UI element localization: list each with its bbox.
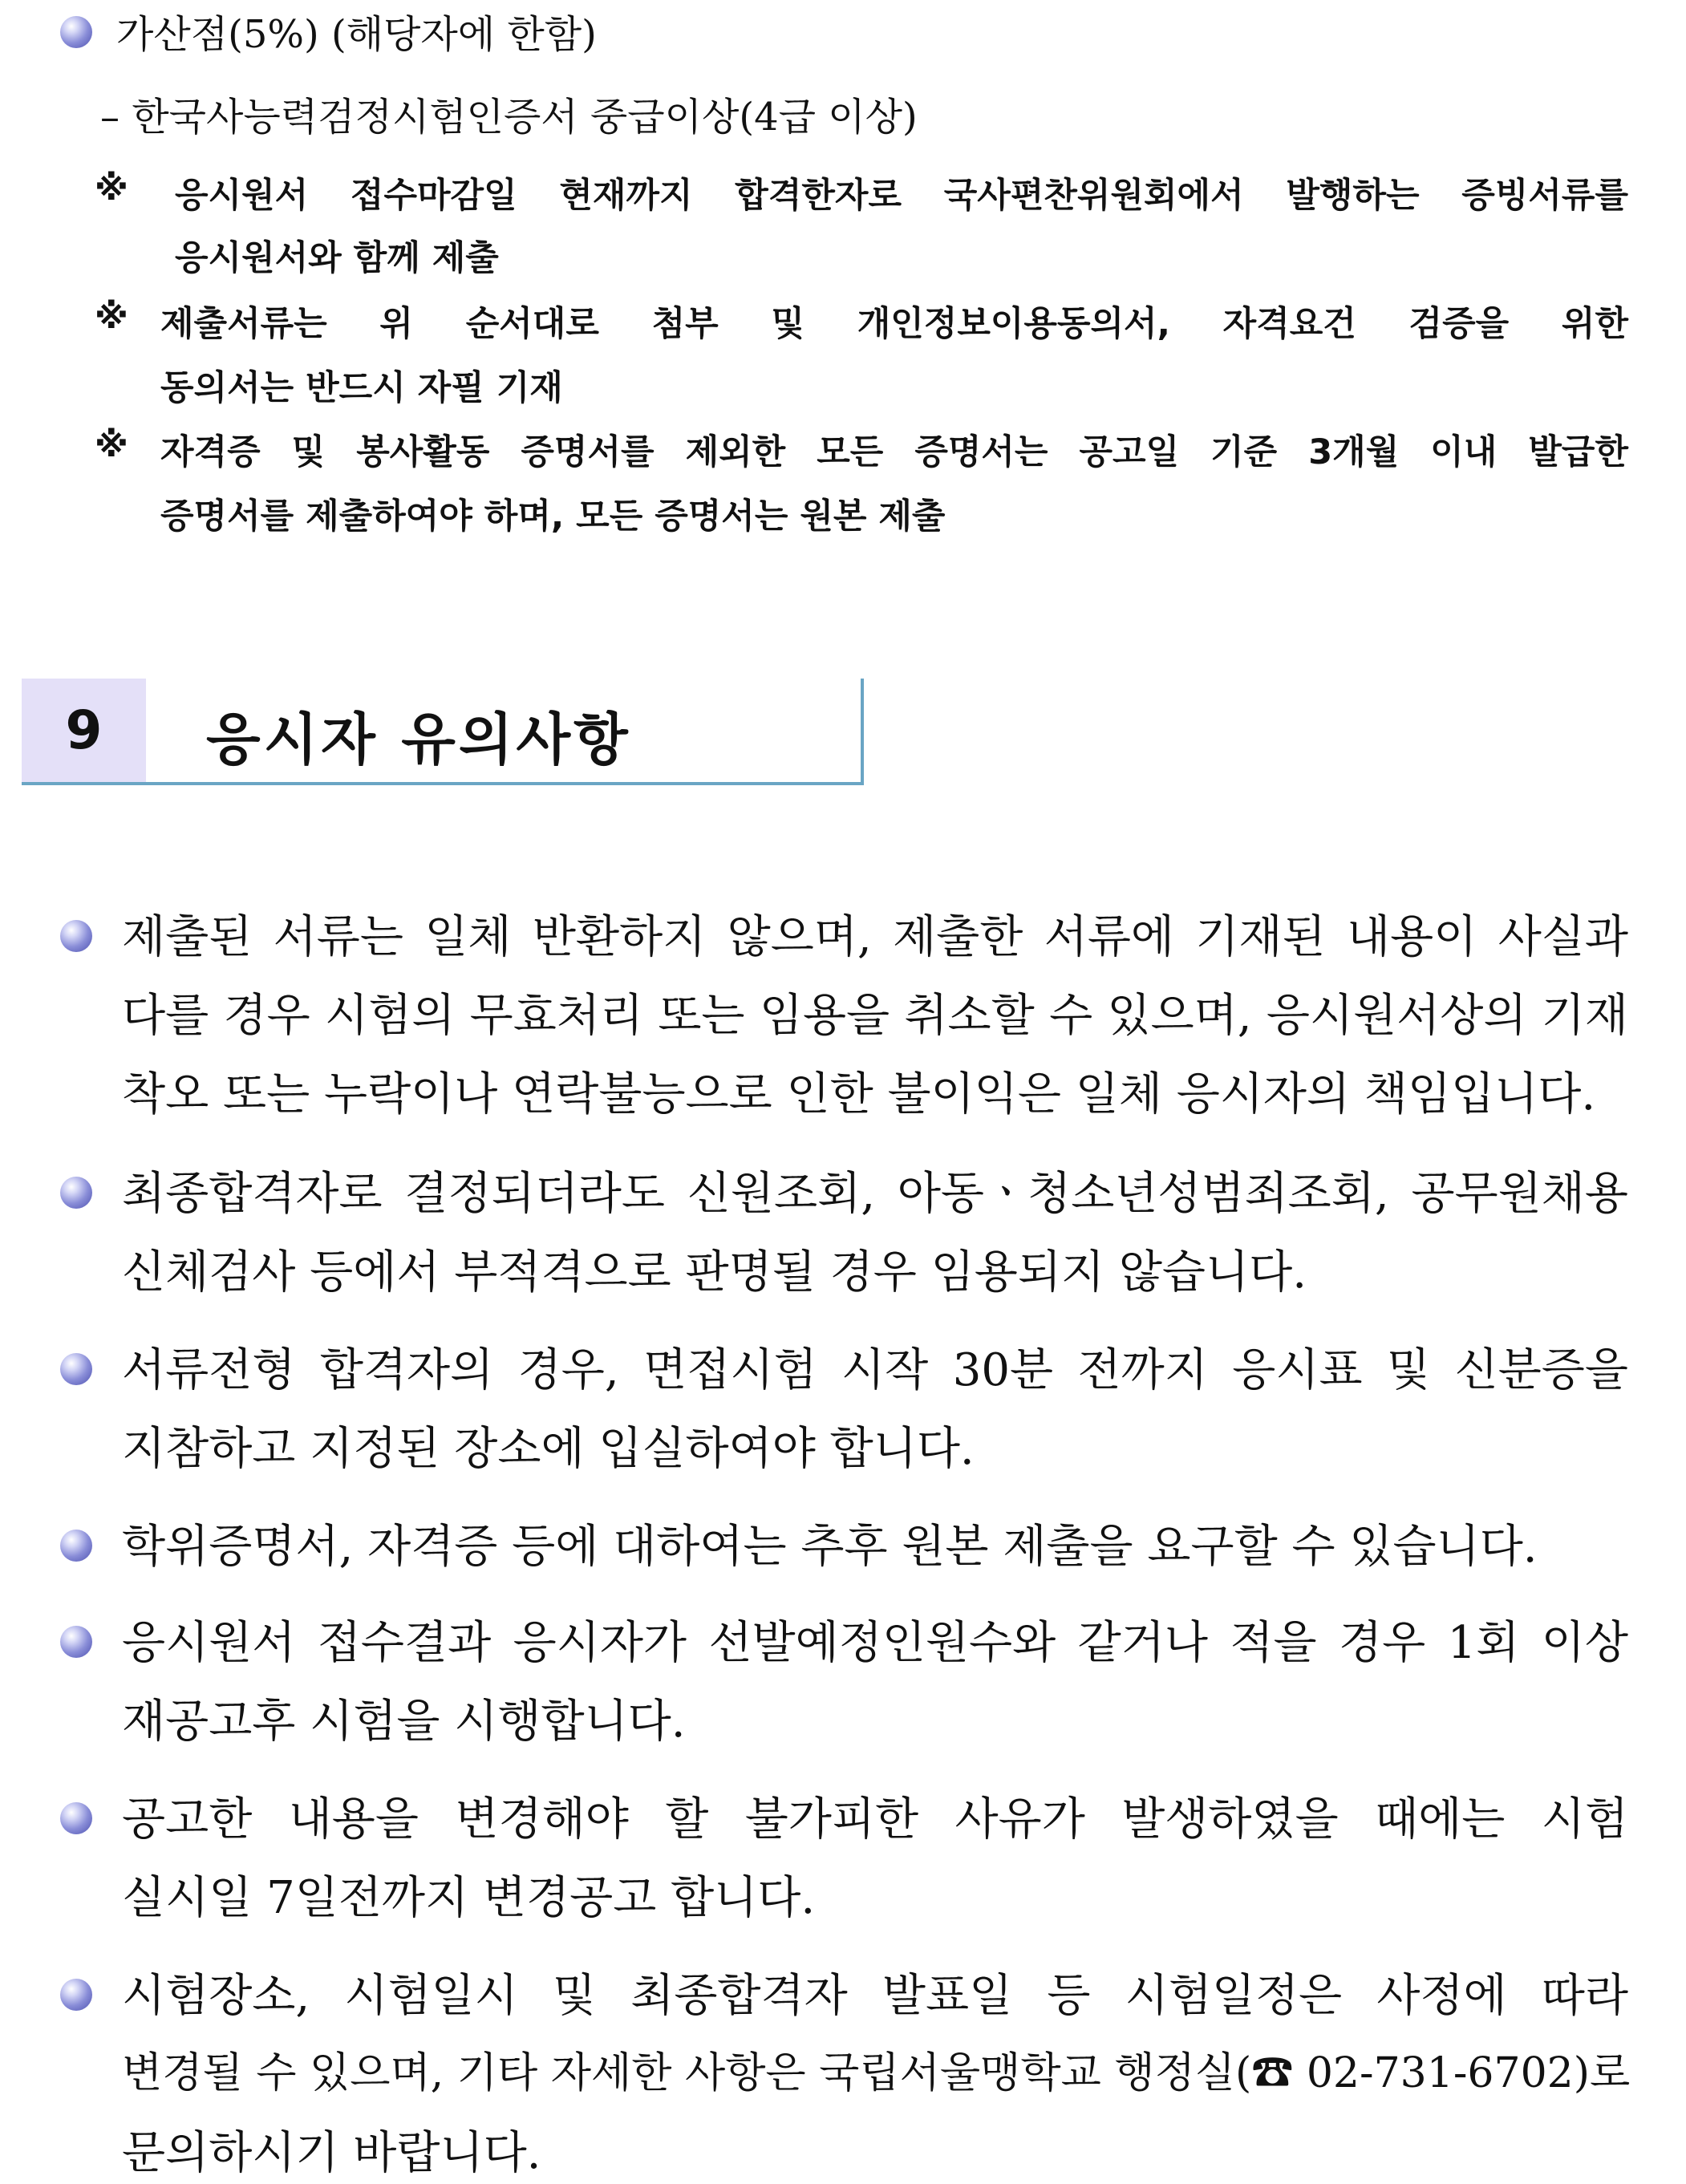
note-text: 자격증 및 봉사활동 증명서를 제외한 모든 증명서는 공고일 기준 3개월 이내 발급한 [160,432,1628,472]
list-item-line: 시험장소, 시험일시 및 최종합격자 발표일 등 시험일정은 사정에 따라 [122,1970,1628,2022]
list-item-line: 착오 또는 누락이나 연락불능으로 인한 불이익은 일체 응시자의 책임입니다. [122,1068,1596,1120]
bullet-icon [60,1177,92,1209]
list-item-line: 학위증명서, 자격증 등에 대하여는 추후 원본 제출을 요구할 수 있습니다. [122,1521,1538,1573]
list-item-line: 공고한 내용을 변경해야 할 불가피한 사유가 발생하였을 때에는 시험 [122,1793,1628,1846]
list-item-line: 지참하고 지정된 장소에 입실하여야 합니다. [122,1423,975,1475]
bullet-icon [60,16,92,48]
list-item-line: 변경될 수 있으며, 기타 자세한 사항은 국립서울맹학교 행정실(☎ 02-731-6702)로 [122,2049,1631,2097]
note-mark: ※ [95,297,128,337]
bullet-icon [60,1979,92,2011]
list-item-line: 응시원서 접수결과 응시자가 선발예정인원수와 같거나 적을 경우 1회 이상 [122,1617,1628,1669]
note-mark: ※ [95,425,128,465]
bullet-icon [60,1626,92,1658]
list-item-line: 실시일 7일전까지 변경공고 합니다. [122,1872,816,1924]
list-item-line: 신체검사 등에서 부적격으로 판명될 경우 임용되지 않습니다. [122,1246,1307,1299]
list-item-line: 최종합격자로 결정되더라도 신원조회, 아동ㆍ청소년성범죄조회, 공무원채용 [122,1168,1628,1220]
section-title: 응시자 유의사항 [206,707,631,772]
note-text: 증명서를 제출하여야 하며, 모든 증명서는 원본 제출 [160,496,946,537]
list-item-line: 문의하시기 바랍니다. [122,2127,541,2179]
list-item-line: 다를 경우 시험의 무효처리 또는 임용을 취소할 수 있으며, 응시원서상의 기재 [122,990,1628,1042]
bullet-icon [60,920,92,952]
list-item-line: 재공고후 시험을 시행합니다. [122,1696,686,1748]
note-text: 동의서는 반드시 자필 기재 [160,368,563,408]
bonus-points-subtext: – 한국사능력검정시험인증서 중급이상(4급 이상) [100,95,918,140]
section-header [22,679,864,785]
list-item-line: 제출된 서류는 일체 반환하지 않으며, 제출한 서류에 기재된 내용이 사실과 [122,911,1628,963]
list-item-line: 서류전형 합격자의 경우, 면접시험 시작 30분 전까지 응시표 및 신분증을 [122,1344,1628,1396]
bullet-icon [60,1802,92,1834]
note-text: 제출서류는 위 순서대로 첨부 및 개인정보이용동의서, 자격요건 검증을 위한 [160,304,1628,344]
bonus-points-text: 가산점(5%) (해당자에 한함) [116,12,597,57]
note-text: 응시원서 접수마감일 현재까지 합격한자로 국사편찬위원회에서 발행하는 증빙서류를 [175,176,1628,216]
note-text: 응시원서와 함께 제출 [175,238,499,278]
note-mark: ※ [95,168,128,209]
bullet-icon [60,1353,92,1385]
bullet-icon [60,1530,92,1562]
section-number: 9 [22,679,146,782]
